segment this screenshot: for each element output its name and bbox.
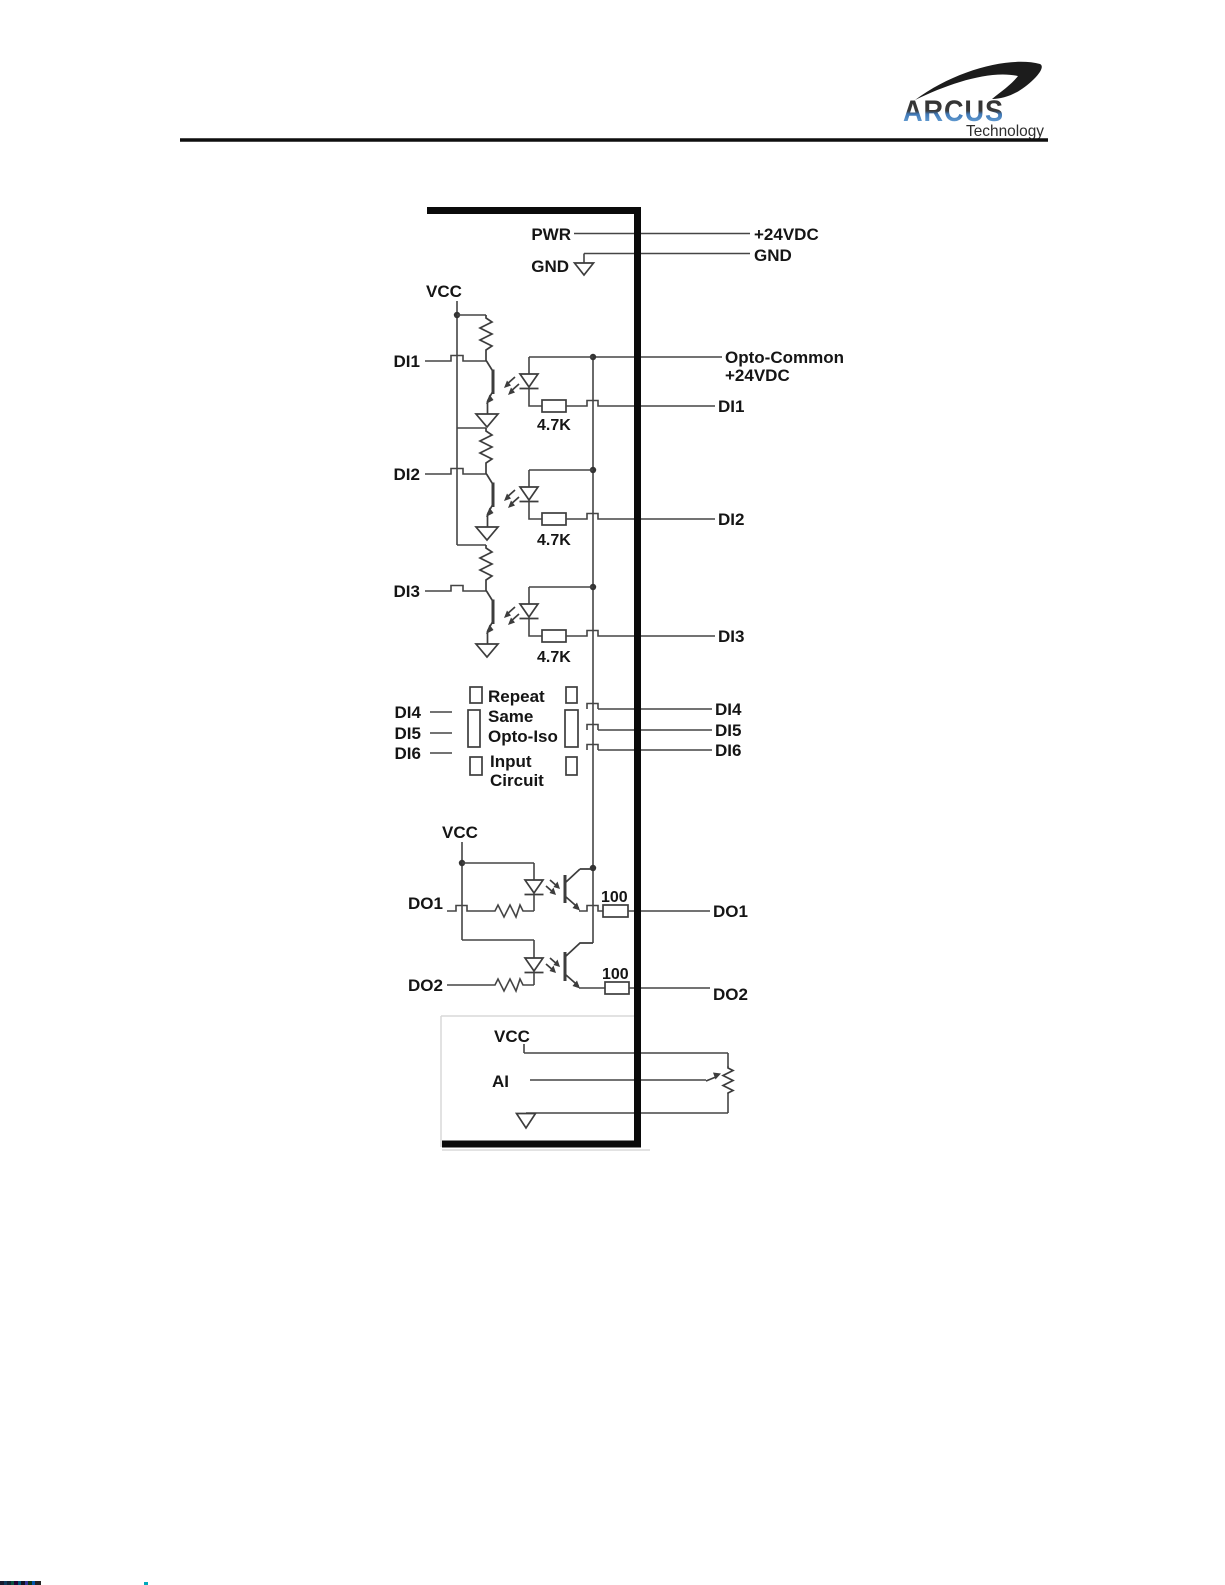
scan-artifact (0, 1581, 148, 1585)
opto-led (520, 604, 539, 619)
vcc-di-label: VCC (426, 282, 462, 301)
di1-pin-label: DI1 (718, 397, 745, 416)
di6-pin-label: DI6 (715, 741, 742, 760)
opto-led (525, 880, 544, 895)
controller-enclosure-border (427, 211, 638, 1145)
di3-input-circuit (425, 545, 715, 657)
di5-internal-label: DI5 (394, 724, 421, 743)
do-output-circuit (447, 842, 710, 994)
do2-input-wire (447, 979, 534, 991)
di3-pin-label: DI3 (718, 627, 745, 646)
series-resistor (542, 630, 566, 642)
do1-internal-label: DO1 (408, 894, 443, 913)
vcc-ai-label: VCC (494, 1027, 530, 1046)
opto-led (520, 487, 539, 502)
gnd-pin-label: GND (754, 246, 792, 265)
di3-resistor-label: 4.7K (537, 649, 571, 666)
ground-symbol (476, 644, 498, 657)
ground-symbol (476, 527, 498, 540)
vcc-do-label: VCC (442, 823, 478, 842)
brand-subtitle: Technology (966, 123, 1044, 140)
do2-internal-label: DO2 (408, 976, 443, 995)
di6-internal-label: DI6 (394, 744, 421, 763)
pwr-label: PWR (531, 225, 571, 244)
repeat-note-line1: Repeat (488, 687, 545, 706)
opto-led (525, 958, 544, 973)
pullup-resistor (480, 315, 492, 361)
gnd-label: GND (531, 257, 569, 276)
di456-repeat-section (430, 687, 712, 775)
di2-internal-label: DI2 (393, 465, 420, 484)
do2-resistor-label: 100 (602, 966, 629, 983)
series-resistor (603, 905, 628, 917)
ground-symbol (517, 1114, 536, 1129)
repeat-note-line5: Circuit (490, 771, 544, 790)
opto-led (520, 374, 539, 389)
series-resistor (542, 400, 566, 412)
repeat-note-line3: Opto-Iso (488, 727, 558, 746)
di4-pin-label: DI4 (715, 700, 742, 719)
di1-resistor-label: 4.7K (537, 417, 571, 434)
do2-pin-label: DO2 (713, 985, 748, 1004)
power-pins (574, 234, 750, 276)
ground-symbol (575, 263, 594, 275)
pullup-resistor (480, 428, 492, 474)
di2-pin-label: DI2 (718, 510, 745, 529)
ai-internal-label: AI (492, 1072, 509, 1091)
series-resistor (605, 982, 629, 994)
di1-input-circuit (425, 315, 715, 427)
brand-title: ARCUS (903, 95, 1004, 128)
repeat-note-line2: Same (488, 707, 534, 726)
scan-selection-artifact (441, 1016, 650, 1150)
ai-analog-circuit (441, 1016, 733, 1150)
di4-internal-label: DI4 (394, 703, 421, 722)
series-resistor (542, 513, 566, 525)
header (180, 62, 1048, 140)
do1-resistor-label: 100 (601, 889, 628, 906)
do1-pin-label: DO1 (713, 902, 748, 921)
di2-input-circuit (425, 428, 715, 540)
ground-symbol (476, 414, 498, 427)
pullup-resistor (480, 545, 492, 591)
opto-common-label-1: Opto-Common (725, 348, 844, 367)
di5-pin-label: DI5 (715, 721, 742, 740)
di2-resistor-label: 4.7K (537, 532, 571, 549)
di-vcc-rail (454, 301, 486, 545)
potentiometer (723, 1066, 733, 1094)
di3-internal-label: DI3 (393, 582, 420, 601)
vdc24-label: +24VDC (754, 225, 819, 244)
opto-common-label-2: +24VDC (725, 366, 790, 385)
di1-internal-label: DI1 (393, 352, 420, 371)
repeat-note-line4: Input (490, 752, 532, 771)
opto-common-bus (590, 354, 722, 943)
do1-input-wire (447, 905, 534, 917)
